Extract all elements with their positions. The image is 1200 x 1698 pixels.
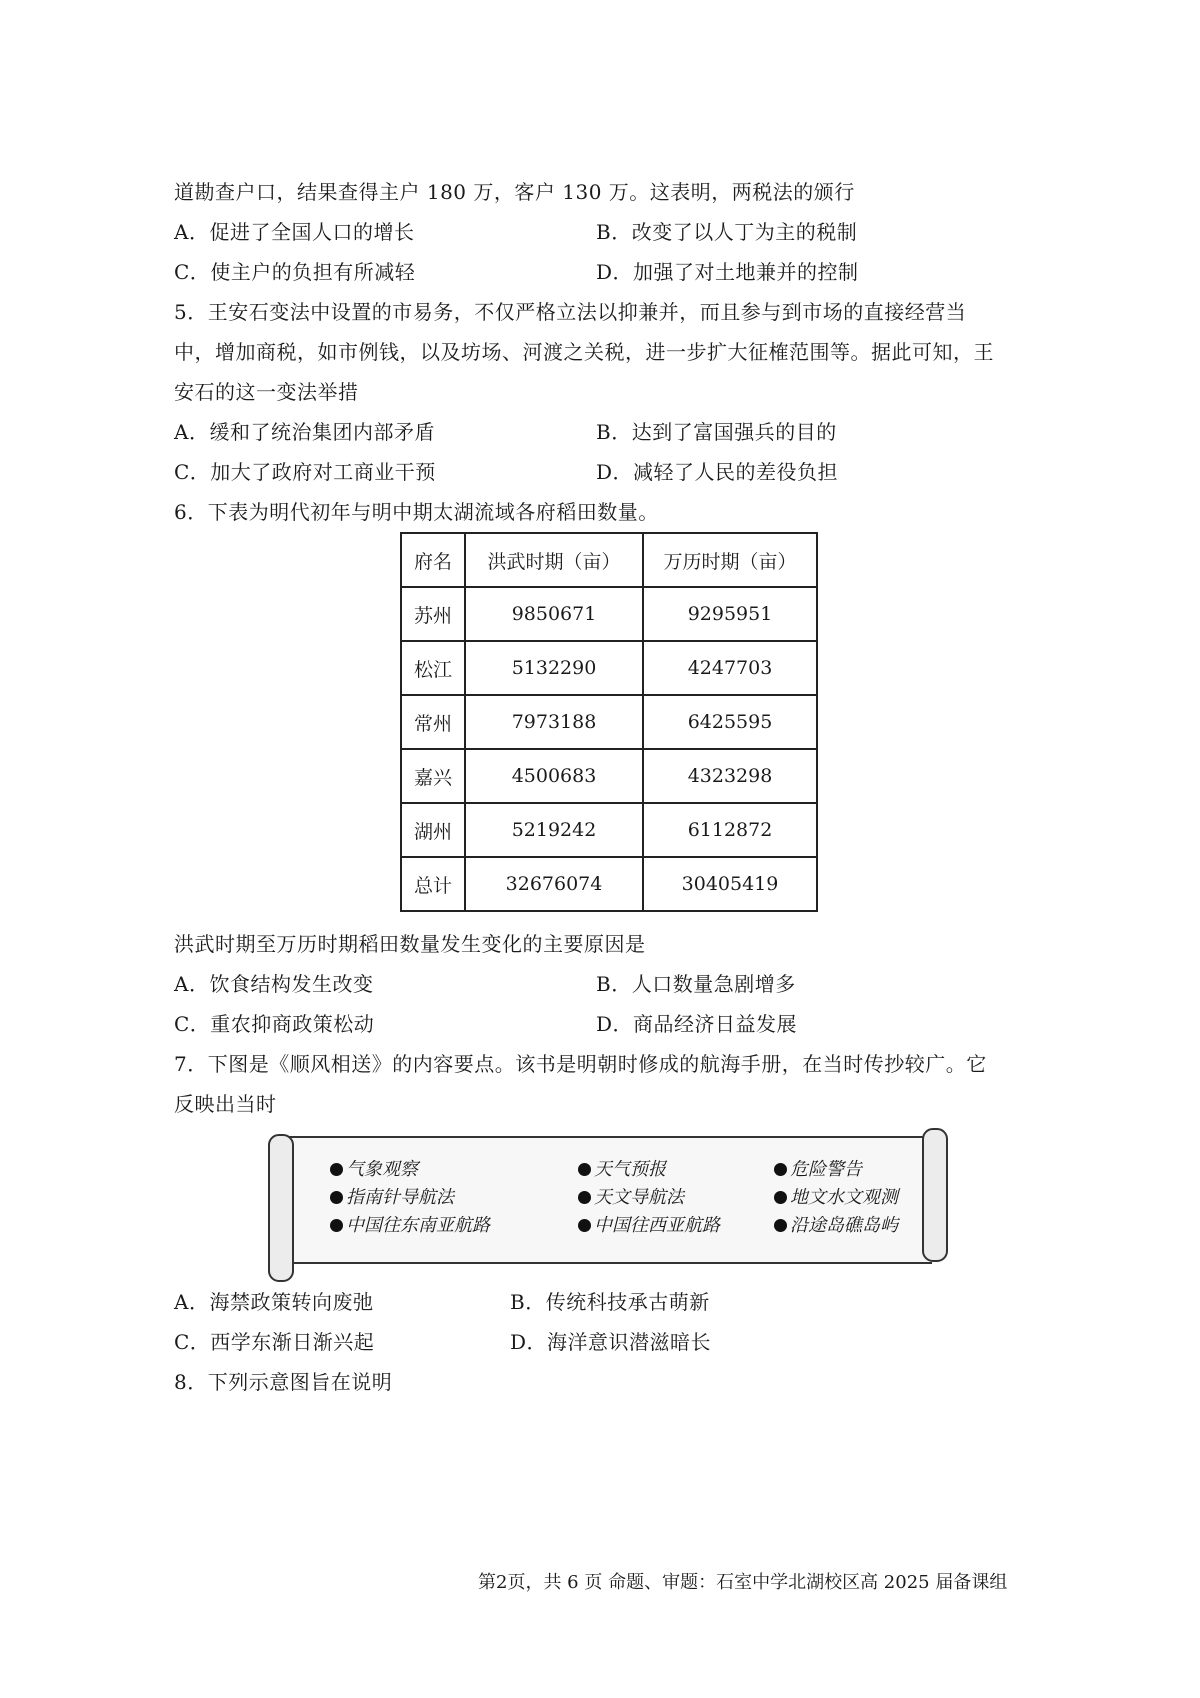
rice-field-table xyxy=(400,532,818,912)
table-cell: 4323298 xyxy=(643,749,817,803)
bullet-icon xyxy=(330,1191,343,1204)
table-cell: 9850671 xyxy=(465,587,643,641)
scroll-roll-left xyxy=(268,1134,294,1282)
q5-stem-line1: 5．王安石变法中设置的市易务，不仅严格立法以抑兼并，而且参与到市场的直接经营当 xyxy=(174,300,967,324)
q6-option-a: A．饮食结构发生改变 xyxy=(174,972,374,996)
table-cell: 总计 xyxy=(401,857,465,911)
scroll-item: 中国往西亚航路 xyxy=(578,1214,720,1238)
scroll-figure xyxy=(268,1128,948,1278)
table-row xyxy=(401,587,817,641)
q5-option-d: D．减轻了人民的差役负担 xyxy=(596,460,839,484)
scroll-item: 天气预报 xyxy=(578,1158,666,1182)
table-cell: 松江 xyxy=(401,641,465,695)
table-row xyxy=(401,641,817,695)
table-cell: 常州 xyxy=(401,695,465,749)
scroll-item: 气象观察 xyxy=(330,1158,418,1182)
q7-option-d: D．海洋意识潜滋暗长 xyxy=(510,1330,712,1354)
bullet-icon xyxy=(774,1163,787,1176)
q5-stem-line3: 安石的这一变法举措 xyxy=(174,380,359,404)
table-cell: 30405419 xyxy=(643,857,817,911)
bullet-icon xyxy=(578,1219,591,1232)
q8-stem: 8．下列示意图旨在说明 xyxy=(174,1370,393,1394)
bullet-icon xyxy=(330,1163,343,1176)
q4-option-d: D．加强了对土地兼并的控制 xyxy=(596,260,859,284)
scroll-item: 天文导航法 xyxy=(578,1186,684,1210)
table-cell: 4247703 xyxy=(643,641,817,695)
q6-stem: 6．下表为明代初年与明中期太湖流域各府稻田数量。 xyxy=(174,500,659,524)
q6-option-d: D．商品经济日益发展 xyxy=(596,1012,798,1036)
table-cell: 湖州 xyxy=(401,803,465,857)
scroll-item: 中国往东南亚航路 xyxy=(330,1214,490,1238)
table-row xyxy=(401,695,817,749)
table-row xyxy=(401,749,817,803)
bullet-icon xyxy=(774,1219,787,1232)
table-cell: 嘉兴 xyxy=(401,749,465,803)
bullet-icon xyxy=(578,1191,591,1204)
table-cell: 4500683 xyxy=(465,749,643,803)
q7-stem-line1: 7．下图是《顺风相送》的内容要点。该书是明朝时修成的航海手册，在当时传抄较广。它 xyxy=(174,1052,987,1076)
bullet-icon xyxy=(330,1219,343,1232)
table-header-cell: 万历时期（亩） xyxy=(643,533,817,587)
q5-option-b: B．达到了富国强兵的目的 xyxy=(596,420,837,444)
q7-option-c: C．西学东渐日渐兴起 xyxy=(174,1330,375,1354)
q5-option-c: C．加大了政府对工商业干预 xyxy=(174,460,436,484)
q7-stem-line2: 反映出当时 xyxy=(174,1092,277,1116)
table-cell: 5132290 xyxy=(465,641,643,695)
table-header-row xyxy=(401,533,817,587)
table-header-cell: 洪武时期（亩） xyxy=(465,533,643,587)
table-cell: 9295951 xyxy=(643,587,817,641)
q4-option-c: C．使主户的负担有所减轻 xyxy=(174,260,416,284)
bullet-icon xyxy=(578,1163,591,1176)
table-cell: 7973188 xyxy=(465,695,643,749)
scroll-item: 危险警告 xyxy=(774,1158,862,1182)
table-cell: 6112872 xyxy=(643,803,817,857)
scroll-item: 指南针导航法 xyxy=(330,1186,454,1210)
table-cell: 6425595 xyxy=(643,695,817,749)
table-row xyxy=(401,857,817,911)
bullet-icon xyxy=(774,1191,787,1204)
q4-stem-tail: 道勘查户口，结果查得主户 180 万，客户 130 万。这表明，两税法的颁行 xyxy=(174,180,855,204)
q5-option-a: A．缓和了统治集团内部矛盾 xyxy=(174,420,435,444)
q6-option-b: B．人口数量急剧增多 xyxy=(596,972,796,996)
scroll-roll-right xyxy=(922,1128,948,1262)
q5-stem-line2: 中，增加商税，如市例钱，以及坊场、河渡之关税，进一步扩大征榷范围等。据此可知，王 xyxy=(174,340,994,364)
table-cell: 苏州 xyxy=(401,587,465,641)
q4-option-a: A．促进了全国人口的增长 xyxy=(174,220,415,244)
scroll-item: 沿途岛礁岛屿 xyxy=(774,1214,898,1238)
q6-option-c: C．重农抑商政策松动 xyxy=(174,1012,375,1036)
table-row xyxy=(401,803,817,857)
table-header-cell: 府名 xyxy=(401,533,465,587)
table-cell: 32676074 xyxy=(465,857,643,911)
q6-question: 洪武时期至万历时期稻田数量发生变化的主要原因是 xyxy=(174,932,646,956)
table-cell: 5219242 xyxy=(465,803,643,857)
page-footer: 第2页，共 6 页 命题、审题：石室中学北湖校区高 2025 届备课组 xyxy=(478,1572,1008,1593)
q4-option-b: B．改变了以人丁为主的税制 xyxy=(596,220,858,244)
scroll-item: 地文水文观测 xyxy=(774,1186,898,1210)
q7-option-a: A．海禁政策转向废弛 xyxy=(174,1290,374,1314)
q7-option-b: B．传统科技承古萌新 xyxy=(510,1290,710,1314)
